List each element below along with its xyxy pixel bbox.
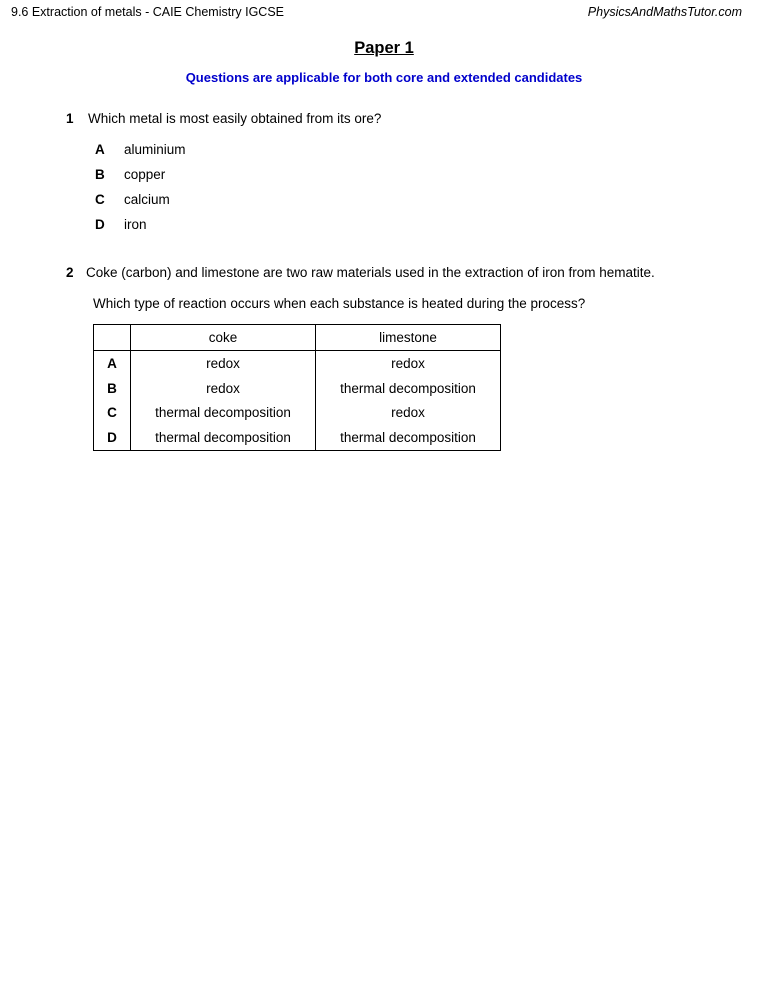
question-1-option-d-letter: D bbox=[95, 217, 105, 232]
row-coke: redox bbox=[131, 376, 316, 401]
row-letter: D bbox=[94, 425, 131, 450]
row-letter: A bbox=[94, 351, 131, 376]
question-1-option-b-letter: B bbox=[95, 167, 105, 182]
question-1-option-a-text: aluminium bbox=[124, 142, 186, 157]
row-letter: C bbox=[94, 400, 131, 425]
question-1-option-c-letter: C bbox=[95, 192, 105, 207]
table-header-row bbox=[94, 325, 501, 351]
table-row bbox=[94, 400, 501, 425]
question-1-text: Which metal is most easily obtained from its ore? bbox=[88, 111, 382, 126]
table-header-blank bbox=[94, 325, 131, 351]
row-coke: thermal decomposition bbox=[131, 425, 316, 450]
question-1-option-d-text: iron bbox=[124, 217, 147, 232]
table-row bbox=[94, 425, 501, 450]
header-site: PhysicsAndMathsTutor.com bbox=[587, 5, 742, 19]
subtitle-note: Questions are applicable for both core and extended candidates bbox=[185, 70, 583, 85]
question-1-option-a-letter: A bbox=[95, 142, 105, 157]
row-limestone: thermal decomposition bbox=[340, 380, 476, 396]
question-1-option-b-text: copper bbox=[124, 167, 166, 182]
row-coke: redox bbox=[131, 351, 316, 376]
question-2-text: Coke (carbon) and limestone are two raw materials used in the extraction of iron from hematite. bbox=[86, 265, 655, 280]
row-coke: thermal decomposition bbox=[131, 400, 316, 425]
question-1-number: 1 bbox=[66, 111, 74, 126]
table-row bbox=[94, 351, 501, 376]
row-limestone: thermal decomposition bbox=[340, 429, 476, 445]
table-row bbox=[94, 376, 501, 401]
answer-table bbox=[93, 324, 501, 451]
row-limestone: redox bbox=[391, 405, 425, 421]
question-2-number: 2 bbox=[66, 265, 74, 280]
header-topic: 9.6 Extraction of metals - CAIE Chemistry IGCSE bbox=[11, 5, 284, 19]
page-title: Paper 1 bbox=[354, 39, 414, 57]
row-limestone: redox bbox=[391, 355, 425, 371]
question-1-option-c-text: calcium bbox=[124, 192, 170, 207]
table-header-limestone: limestone bbox=[316, 325, 501, 351]
table-header-coke: coke bbox=[131, 325, 316, 351]
question-2-subtext: Which type of reaction occurs when each substance is heated during the process? bbox=[93, 296, 586, 311]
row-letter: B bbox=[94, 376, 131, 401]
